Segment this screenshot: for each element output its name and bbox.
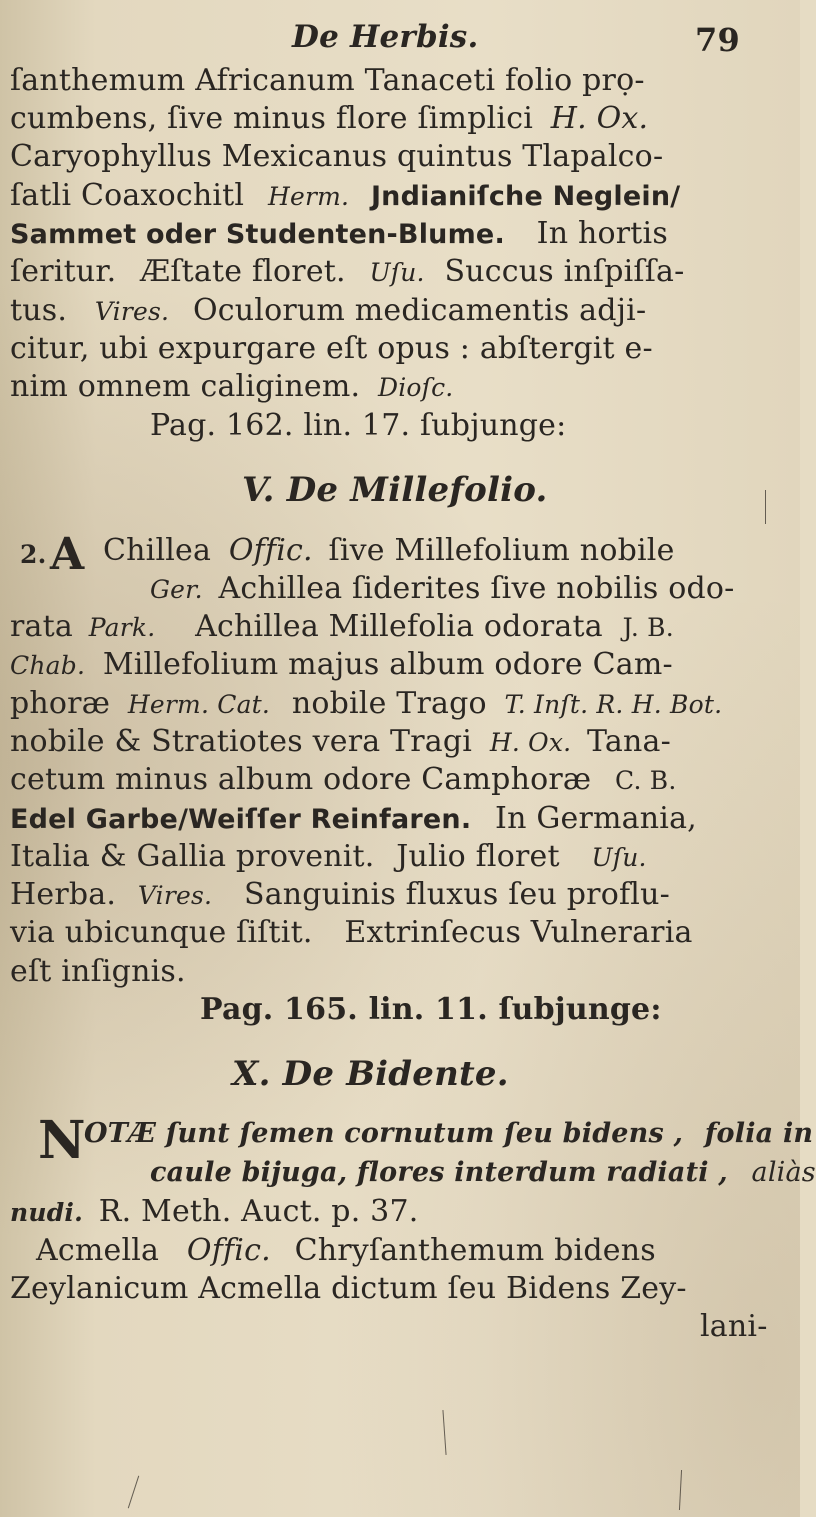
text-line: citur, ubi expurgare eſt opus : abſtergit e- [10, 331, 653, 366]
running-title: De Herbis. [292, 19, 479, 55]
reference-abbrev: Offic. [228, 533, 313, 568]
text-span: ſive Millefolium nobile [328, 533, 675, 568]
text-span: aliàs [751, 1157, 816, 1188]
text-line [10, 101, 649, 136]
german-name: Edel Garbe/Weiſſer Reinfaren. [10, 804, 472, 835]
drop-cap: N [38, 1110, 86, 1171]
text-line [10, 915, 693, 950]
text-span: In Germania, [495, 801, 697, 836]
text-line [10, 369, 454, 404]
text-span: Oculorum medicamentis adji- [192, 293, 647, 328]
text-span: nudi. [10, 1198, 84, 1227]
text-span: tus. [10, 293, 68, 328]
paper-fiber [765, 490, 766, 524]
reference-abbrev: R. Meth. Auct. p. 37. [98, 1194, 419, 1229]
reference-abbrev: Offic. [186, 1233, 271, 1268]
text-span: phoræ [10, 686, 111, 721]
text-span: Achillea ſiderites ſive nobilis odo- [218, 571, 735, 606]
reference-abbrev: H. Ox. [489, 728, 572, 757]
text-line: Zeylanicum Acmella dictum ſeu Bidens Zey- [10, 1271, 687, 1306]
label-vires: Vires. [137, 881, 213, 910]
text-span: Succus inſpiſſa- [444, 254, 685, 289]
text-line [36, 1233, 656, 1268]
paper-fiber [128, 1476, 139, 1509]
text-span: Chryſanthemum bidens [294, 1233, 656, 1268]
reference-abbrev: H. Ox. [550, 101, 649, 136]
reference-abbrev: Chab. [10, 651, 86, 680]
text-span: ſatli Coaxochitl [10, 178, 245, 213]
reference-abbrev: Dioſc. [377, 373, 454, 402]
text-line [10, 647, 673, 682]
instruction-line: Pag. 162. lin. 17. ſubjunge: [150, 408, 567, 443]
text-line [10, 877, 670, 912]
text-span: nim omnem caliginem. [10, 369, 361, 404]
page-number: 79 [695, 21, 740, 59]
text-line [10, 293, 647, 328]
text-span: nobile Trago [291, 686, 487, 721]
drop-cap: A [50, 529, 85, 580]
text-line [10, 609, 674, 644]
text-span: Herba. [10, 877, 117, 912]
text-line [10, 178, 681, 213]
paper-fiber [679, 1470, 682, 1510]
label-usu: Uſu. [591, 843, 647, 872]
german-name: Sammet oder Studenten-Blume. [10, 219, 505, 250]
text-span: OTÆ ſunt ſemen cornutum ſeu bidens , [84, 1118, 684, 1149]
text-span: folia in [704, 1118, 814, 1149]
section-heading: V. De Millefolio. [242, 470, 548, 510]
text-span: nobile & Stratiotes vera Tragi [10, 724, 473, 759]
label-vires: Vires. [94, 297, 170, 326]
reference-abbrev: T. Inſt. R. H. Bot. [504, 690, 723, 719]
text-span: cumbens, ſive minus flore ſimplici [10, 101, 533, 136]
text-line [10, 1194, 419, 1229]
text-line [10, 801, 697, 836]
text-span: In hortis [536, 216, 668, 251]
text-line [10, 839, 647, 874]
reference-abbrev: Herm. Cat. [127, 690, 271, 719]
paper-fiber [442, 1410, 446, 1455]
text-line [10, 762, 677, 797]
text-span: via ubicunque ſiſtit. [10, 915, 313, 950]
text-line [10, 216, 668, 251]
entry-number: 2. [20, 540, 47, 569]
text-line [150, 1159, 816, 1186]
text-span: Chillea [103, 533, 212, 568]
text-line: Caryophyllus Mexicanus quintus Tlapalco- [10, 139, 664, 174]
text-span: Acmella [36, 1233, 160, 1268]
text-line [10, 254, 685, 289]
reference-abbrev: J. B. [622, 613, 674, 642]
section-heading: X. De Bidente. [232, 1054, 509, 1094]
text-span: Julio floret [396, 839, 560, 874]
reference-abbrev: Herm. [267, 182, 350, 211]
text-line [150, 571, 735, 606]
reference-abbrev: Park. [88, 613, 156, 642]
german-name: Jndianiſche Neglein/ [370, 181, 681, 212]
text-line [84, 1120, 813, 1147]
text-line [10, 686, 723, 721]
text-line [10, 724, 671, 759]
text-span: Millefolium majus album odore Cam- [102, 647, 673, 682]
text-span: Extrinſecus Vulneraria [344, 915, 693, 950]
text-span: caule bijuga, flores interdum radiati , [150, 1157, 728, 1188]
text-span: Tana- [587, 724, 671, 759]
label-usu: Uſu. [369, 258, 425, 287]
catchword: lani- [700, 1309, 768, 1344]
text-span: Italia & Gallia provenit. [10, 839, 375, 874]
reference-abbrev: Ger. [150, 575, 203, 604]
text-span: Achillea Millefolia odorata [195, 609, 603, 644]
text-line: ſanthemum Africanum Tanaceti folio prọ- [10, 63, 645, 98]
reference-abbrev: C. B. [615, 766, 677, 795]
text-line [103, 533, 675, 568]
text-span: Sanguinis fluxus ſeu proflu- [243, 877, 670, 912]
text-line: eſt inſignis. [10, 954, 186, 989]
text-span: rata [10, 609, 73, 644]
text-span: Æſtate floret. [140, 254, 346, 289]
instruction-line: Pag. 165. lin. 11. ſubjunge: [200, 992, 662, 1027]
text-span: ſeritur. [10, 254, 117, 289]
text-span: cetum minus album odore Camphoræ [10, 762, 592, 797]
